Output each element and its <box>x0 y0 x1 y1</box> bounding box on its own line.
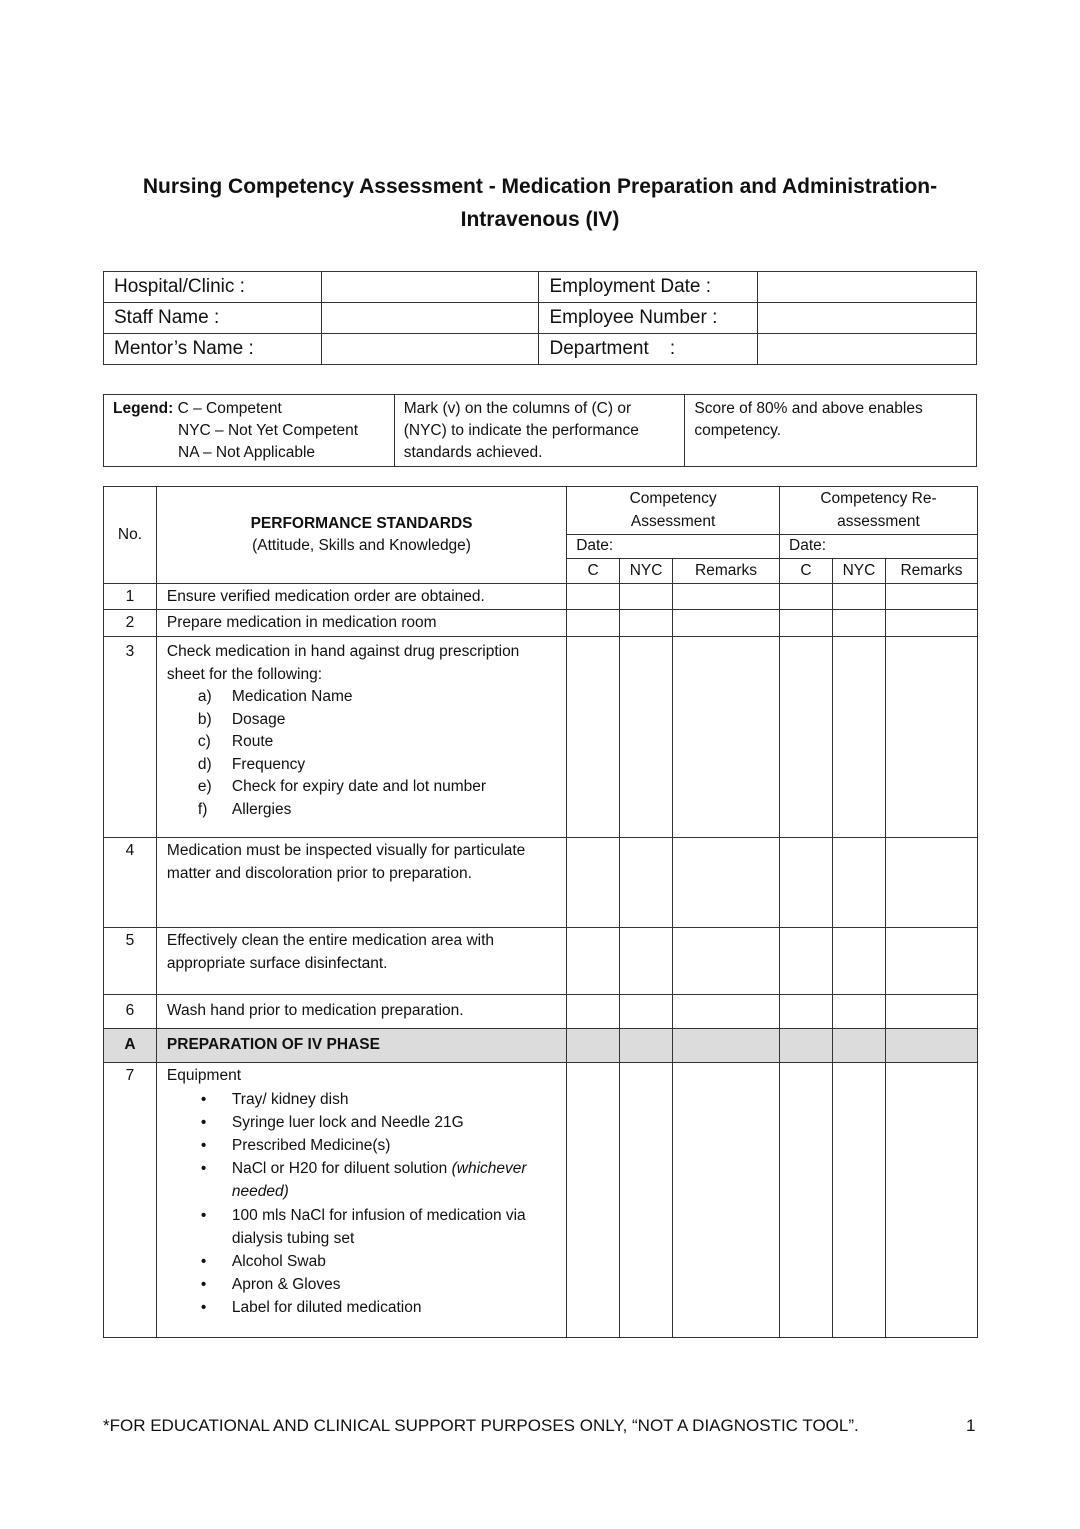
section-letter: A <box>104 1029 157 1063</box>
standard-text: Medication must be inspected visually for particulate matter and discoloration prior to preparation. <box>156 838 566 928</box>
employee-number-field[interactable] <box>758 303 977 334</box>
check-cell[interactable] <box>620 995 673 1029</box>
check-cell[interactable] <box>620 928 673 995</box>
table-row <box>104 584 978 610</box>
section-row <box>104 1029 978 1063</box>
mark-instructions: Mark (v) on the columns of (C) or (NYC) to indicate the performance standards achieved. <box>394 395 685 467</box>
check-cell[interactable] <box>780 928 833 995</box>
equipment-list <box>167 1088 558 1320</box>
remarks-cell[interactable] <box>673 838 780 928</box>
mentor-name-field[interactable] <box>321 334 539 365</box>
list-item: a) Medication Name <box>197 688 353 705</box>
check-cell[interactable] <box>780 584 833 610</box>
remarks-cell[interactable] <box>673 928 780 995</box>
check-cell[interactable] <box>780 1063 833 1338</box>
row3-intro: Check medication in hand against drug prescription sheet for the following: <box>166 643 520 683</box>
reassessment-header: Competency Re-assessment <box>780 487 978 535</box>
list-item: e) Check for expiry date and lot number <box>197 778 487 795</box>
table-row <box>104 995 978 1029</box>
hospital-field[interactable] <box>321 272 539 303</box>
list-item: b) Dosage <box>197 710 286 728</box>
check-cell[interactable] <box>620 637 673 838</box>
standards-header-subtitle: (Attitude, Skills and Knowledge) <box>252 537 471 554</box>
row-number: 4 <box>104 838 157 928</box>
check-cell[interactable] <box>832 928 885 995</box>
list-item: • Prescribed Medicine(s) <box>200 1136 391 1154</box>
list-item: • 100 mls NaCl for infusion of medication via dialysis tubing set <box>200 1206 526 1247</box>
title-line-2: Intravenous (IV) <box>460 208 620 231</box>
table-row <box>104 610 978 637</box>
reassessment-c-header: C <box>780 559 833 584</box>
assessment-c-header: C <box>567 559 620 584</box>
check-cell[interactable] <box>567 610 620 637</box>
check-cell[interactable] <box>832 838 885 928</box>
check-list <box>167 686 558 821</box>
remarks-cell[interactable] <box>885 584 977 610</box>
legend-label: Legend: <box>113 400 174 417</box>
check-cell[interactable] <box>832 610 885 637</box>
check-cell[interactable] <box>780 995 833 1029</box>
row-number: 7 <box>104 1063 157 1338</box>
check-cell[interactable] <box>780 838 833 928</box>
standard-text: Ensure verified medication order are obtained. <box>156 584 566 610</box>
table-row <box>104 1063 978 1338</box>
department-field[interactable] <box>758 334 977 365</box>
legend-competent: C – Competent <box>173 400 282 417</box>
employment-date-field[interactable] <box>758 272 977 303</box>
reassessment-remarks-header: Remarks <box>885 559 977 584</box>
table-row <box>104 928 978 995</box>
mentor-name-label: Mentor’s Name : <box>104 334 322 365</box>
check-cell[interactable] <box>620 1063 673 1338</box>
assessment-nyc-header: NYC <box>620 559 673 584</box>
check-cell[interactable] <box>567 584 620 610</box>
list-item: • Apron & Gloves <box>200 1276 341 1294</box>
remarks-cell[interactable] <box>885 995 977 1029</box>
check-cell[interactable] <box>567 1063 620 1338</box>
no-header: No. <box>104 487 157 584</box>
title-line-1: Nursing Competency Assessment - Medication Preparation and Administration- <box>142 175 938 198</box>
check-cell[interactable] <box>780 637 833 838</box>
assessment-header: Competency Assessment <box>567 487 780 535</box>
list-item: • Tray/ kidney dish <box>200 1090 349 1108</box>
employment-date-label: Employment Date : <box>539 272 758 303</box>
remarks-cell[interactable] <box>885 838 977 928</box>
reassessment-nyc-header: NYC <box>832 559 885 584</box>
staff-name-label: Staff Name : <box>104 303 322 334</box>
standard-text: Wash hand prior to medication preparation. <box>156 995 566 1029</box>
row-number: 2 <box>104 610 157 637</box>
staff-name-field[interactable] <box>321 303 539 334</box>
list-item: • Alcohol Swab <box>200 1252 326 1270</box>
remarks-cell[interactable] <box>673 637 780 838</box>
hospital-label: Hospital/Clinic : <box>104 272 322 303</box>
table-row <box>104 637 978 838</box>
check-cell[interactable] <box>832 584 885 610</box>
page-title <box>100 170 980 236</box>
list-item: • Label for diluted medication <box>200 1299 422 1317</box>
list-item: • Syringe luer lock and Needle 21G <box>200 1113 464 1131</box>
assessment-date[interactable]: Date: <box>567 535 780 559</box>
list-item: c) Route <box>197 733 274 750</box>
whichever-note: (whichever needed) <box>231 1160 527 1201</box>
remarks-cell[interactable] <box>673 584 780 610</box>
check-cell[interactable] <box>832 995 885 1029</box>
row-number: 5 <box>104 928 157 995</box>
standards-header-title: PERFORMANCE STANDARDS <box>250 514 473 532</box>
remarks-cell[interactable] <box>673 1063 780 1338</box>
row7-intro: Equipment <box>166 1067 242 1084</box>
check-cell[interactable] <box>620 838 673 928</box>
employee-number-label: Employee Number : <box>539 303 758 334</box>
list-item: d) Frequency <box>197 755 306 773</box>
legend-na: NA – Not Applicable <box>178 444 316 461</box>
staff-info-table <box>103 271 977 365</box>
legend-nyc: NYC – Not Yet Competent <box>178 422 359 439</box>
standard-text <box>156 637 566 838</box>
remarks-cell[interactable] <box>885 1063 977 1338</box>
remarks-cell[interactable] <box>885 610 977 637</box>
remarks-cell[interactable] <box>673 610 780 637</box>
footer-disclaimer: *FOR EDUCATIONAL AND CLINICAL SUPPORT PURPOSES ONLY, “NOT A DIAGNOSTIC TOOL”. <box>103 1416 859 1435</box>
standards-header <box>156 487 566 584</box>
check-cell[interactable] <box>832 637 885 838</box>
score-note: Score of 80% and above enables competency. <box>685 395 977 467</box>
remarks-cell[interactable] <box>673 995 780 1029</box>
standard-text <box>156 1063 566 1338</box>
section-title: PREPARATION OF IV PHASE <box>156 1029 566 1063</box>
row-number: 6 <box>104 995 157 1029</box>
remarks-cell[interactable] <box>885 637 977 838</box>
check-cell[interactable] <box>567 995 620 1029</box>
remarks-cell[interactable] <box>885 928 977 995</box>
check-cell[interactable] <box>567 838 620 928</box>
check-cell[interactable] <box>832 1063 885 1338</box>
department-label: Department : <box>539 334 758 365</box>
row-number: 1 <box>104 584 157 610</box>
table-row <box>104 838 978 928</box>
standard-text: Prepare medication in medication room <box>156 610 566 637</box>
list-item: • NaCl or H20 for diluent solution (whichever needed) <box>200 1160 527 1201</box>
performance-standards-table <box>103 486 978 1338</box>
row-number: 3 <box>104 637 157 838</box>
check-cell[interactable] <box>620 584 673 610</box>
legend-table <box>103 394 977 467</box>
page-number: 1 <box>966 1416 976 1435</box>
reassessment-date[interactable]: Date: <box>780 535 978 559</box>
check-cell[interactable] <box>567 928 620 995</box>
check-cell[interactable] <box>780 610 833 637</box>
list-item: f) Allergies <box>197 800 292 818</box>
standard-text: Effectively clean the entire medication area with appropriate surface disinfectant. <box>156 928 566 995</box>
check-cell[interactable] <box>567 637 620 838</box>
legend-cell <box>104 395 395 467</box>
assessment-remarks-header: Remarks <box>673 559 780 584</box>
check-cell[interactable] <box>620 610 673 637</box>
